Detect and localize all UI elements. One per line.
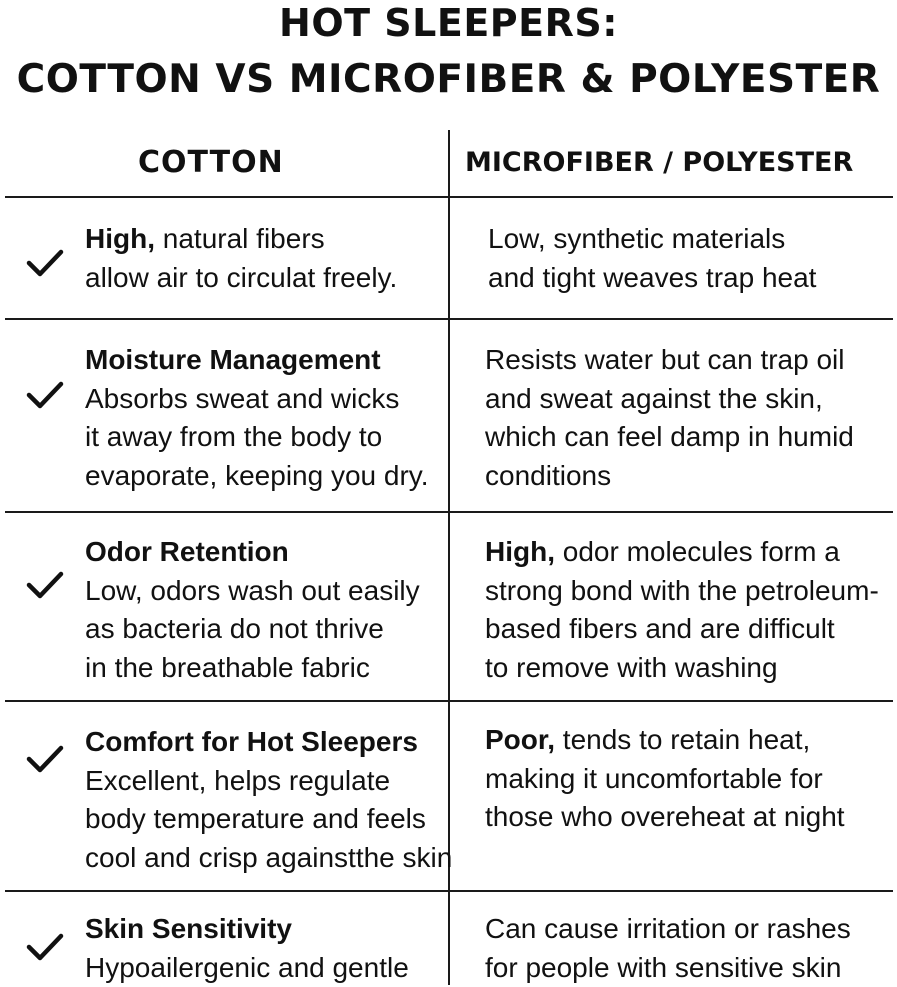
cell-lead: Poor, (485, 724, 555, 755)
cell-lead: High, (85, 223, 155, 254)
title-line-1: HOT SLEEPERS: (0, 4, 897, 42)
column-header-cotton: COTTON (138, 145, 284, 181)
cell-line: based fibers and are difficult (485, 610, 879, 649)
checkmark-icon (26, 744, 64, 774)
checkmark-icon (26, 932, 64, 962)
cell-line: for people with sensitive skin (485, 949, 851, 987)
cell-line: making it uncomfortable for (485, 760, 845, 799)
cell-line: Can cause irritation or rashes (485, 910, 851, 949)
cell-heading: Skin Sensitivity (85, 910, 409, 949)
synthetic-cell (485, 721, 845, 837)
header-rule (5, 196, 893, 198)
cell-line: those who overeheat at night (485, 798, 845, 837)
cell-heading: Moisture Management (85, 341, 428, 380)
cotton-cell (85, 220, 397, 297)
row-divider (5, 700, 893, 702)
cell-line: which can feel damp in humid (485, 418, 854, 457)
column-header-microfiber: MICROFIBER / POLYESTER (465, 145, 853, 181)
cell-text: natural fibers (155, 223, 325, 254)
cotton-cell (85, 723, 452, 877)
cell-line: to remove with washing (485, 649, 879, 688)
cell-line: Low, odors wash out easily (85, 572, 420, 611)
cotton-cell (85, 341, 428, 495)
cell-line: evaporate, keeping you dry. (85, 457, 428, 496)
cell-line: and tight weaves trap heat (488, 259, 816, 298)
synthetic-cell (488, 220, 816, 297)
cell-line: and sweat against the skin, (485, 380, 854, 419)
cell-line: it away from the body to (85, 418, 428, 457)
cell-line: Resists water but can trap oil (485, 341, 854, 380)
cell-text: Low, synthetic materials (488, 220, 816, 259)
cell-line: as bacteria do not thrive (85, 610, 420, 649)
synthetic-cell (485, 910, 851, 987)
cell-line: strong bond with the petroleum- (485, 572, 879, 611)
checkmark-icon (26, 380, 64, 410)
cell-text: odor molecules form a (555, 536, 840, 567)
row-divider (5, 318, 893, 320)
cell-line: body temperature and feels (85, 800, 452, 839)
cell-text: tends to retain heat, (555, 724, 810, 755)
checkmark-icon (26, 570, 64, 600)
cell-line: Excellent, helps regulate (85, 762, 452, 801)
synthetic-cell (485, 341, 854, 495)
cell-line: Hypoailergenic and gentle (85, 949, 409, 987)
cell-line: in the breathable fabric (85, 649, 420, 688)
cell-lead: High, (485, 536, 555, 567)
cotton-cell (85, 533, 420, 687)
cell-line: conditions (485, 457, 854, 496)
synthetic-cell (485, 533, 879, 687)
cell-heading: Odor Retention (85, 533, 420, 572)
row-divider (5, 511, 893, 513)
checkmark-icon (26, 248, 64, 278)
cell-line: cool and crisp againstthe skin (85, 839, 452, 878)
title-line-2: COTTON VS MICROFIBER & POLYESTER (0, 60, 897, 99)
cell-heading: Comfort for Hot Sleepers (85, 723, 452, 762)
cotton-cell (85, 910, 409, 987)
cell-line: Absorbs sweat and wicks (85, 380, 428, 419)
row-divider (5, 890, 893, 892)
cell-line: allow air to circulat freely. (85, 259, 397, 298)
